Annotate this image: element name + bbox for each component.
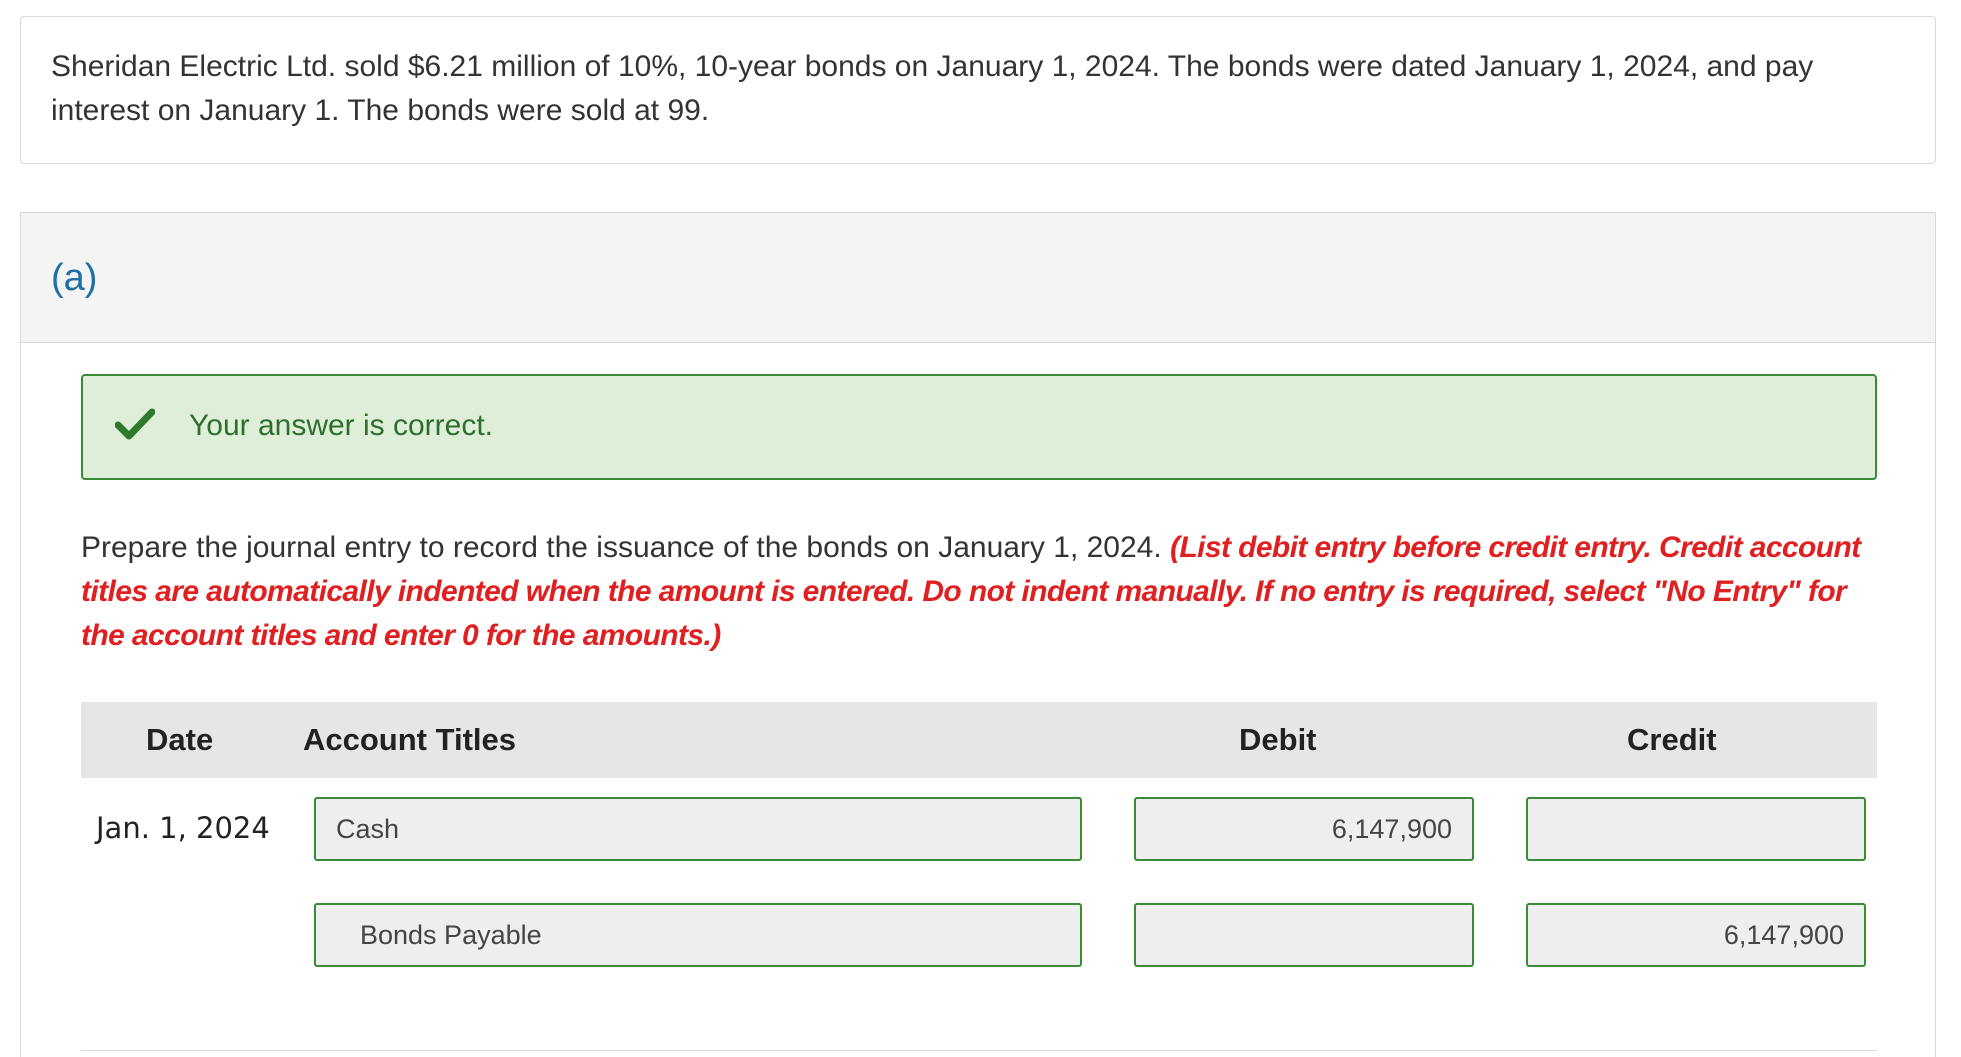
divider — [81, 1050, 1877, 1055]
credit-field[interactable]: 6,147,900 — [1526, 903, 1866, 967]
feedback-text: Your answer is correct. — [189, 409, 494, 442]
account-title-field[interactable]: Bonds Payable — [314, 903, 1082, 967]
part-label: (a) — [51, 257, 98, 299]
instructions-main: Prepare the journal entry to record the issuance of the bonds on January 1, 2024. — [81, 531, 1171, 564]
header-account-titles: Account Titles — [303, 722, 517, 757]
instructions — [81, 526, 1891, 658]
problem-statement: Sheridan Electric Ltd. sold $6.21 million of 10%, 10-year bonds on January 1, 2024. The bonds were dated January 1, 2024, and pay interest on January 1. The bonds were sold at 99. — [51, 50, 1814, 127]
header-credit: Credit — [1627, 722, 1717, 757]
credit-field[interactable] — [1526, 797, 1866, 861]
feedback-banner — [81, 374, 1877, 480]
part-header — [21, 213, 1935, 343]
check-icon — [115, 408, 155, 440]
account-title-field[interactable]: Cash — [314, 797, 1082, 861]
header-debit: Debit — [1239, 722, 1317, 757]
header-date: Date — [146, 722, 214, 757]
instructions-note: (List debit entry before credit entry. Credit account titles are automatically indented when the amount is entered. Do not indent manually. If no entry is required, select "No Entry" for the account titles and enter 0 for the amounts.) — [81, 531, 1861, 652]
debit-field[interactable] — [1134, 903, 1474, 967]
problem-card — [20, 16, 1936, 164]
debit-field[interactable]: 6,147,900 — [1134, 797, 1474, 861]
row-date: Jan. 1, 2024 — [96, 811, 270, 845]
journal-table-header — [81, 702, 1877, 778]
